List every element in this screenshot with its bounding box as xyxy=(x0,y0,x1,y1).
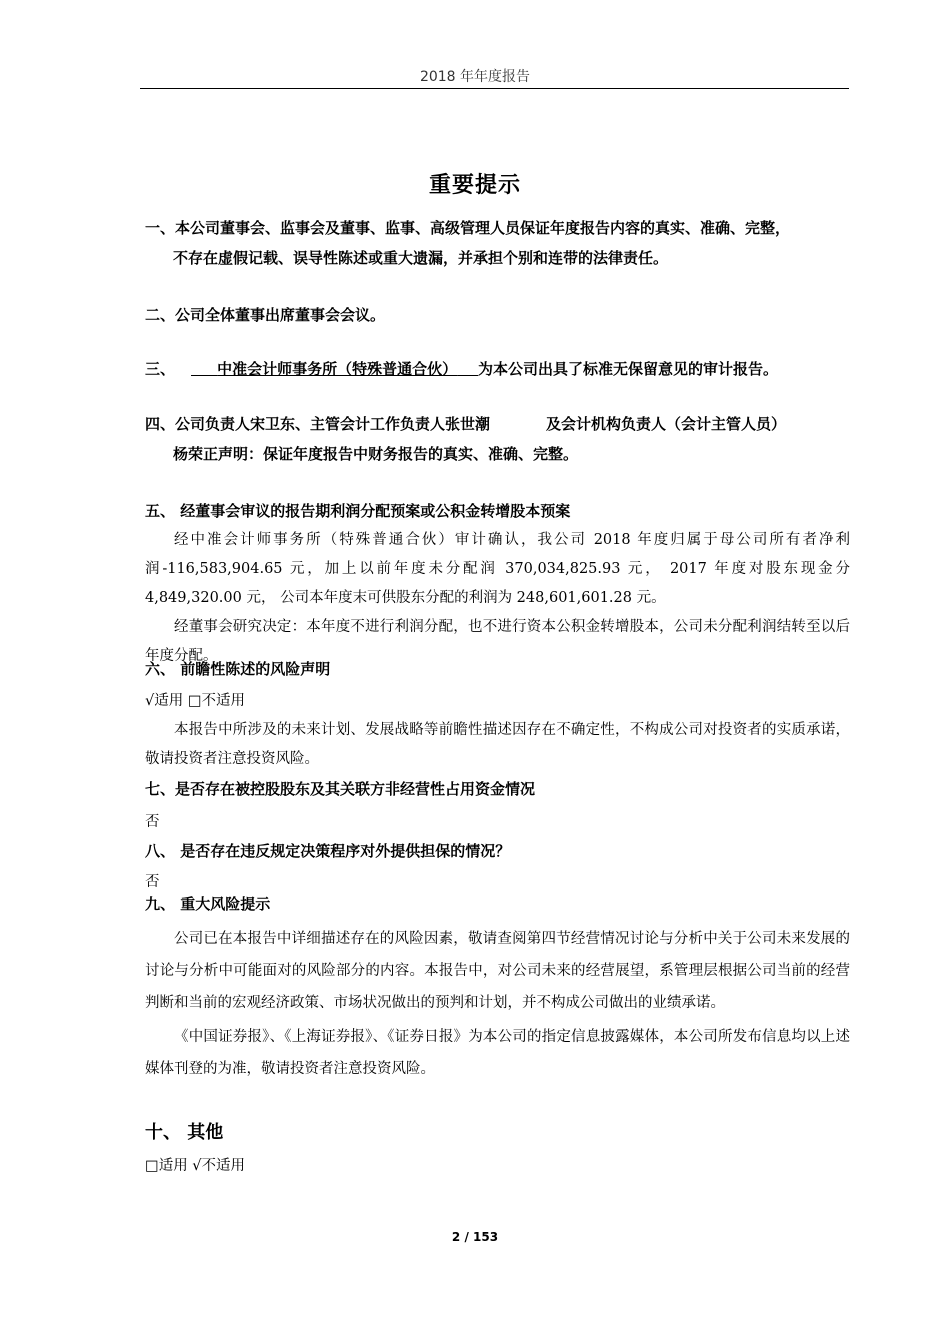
section-1-line2: 不存在虚假记载、误导性陈述或重大遗漏，并承担个别和连带的法律责任。 xyxy=(173,249,669,267)
page-title: 重要提示 xyxy=(428,173,521,198)
section-1 xyxy=(145,213,850,273)
section-4 xyxy=(145,409,850,469)
section-7-heading: 七、是否存在被控股股东及其关联方非经营性占用资金情况 xyxy=(145,780,536,798)
section-8-answer: 否 xyxy=(145,874,160,890)
section-2: 二、公司全体董事出席董事会会议。 xyxy=(145,306,386,324)
section-7-answer: 否 xyxy=(145,814,160,830)
auditor-name: 中准会计师事务所（特殊普通合伙） xyxy=(217,360,458,378)
section-3-text: 为本公司出具了标准无保留意见的审计报告。 xyxy=(478,360,779,378)
section-9 xyxy=(145,889,850,1085)
section-8-heading: 八、 是否存在违反规定决策程序对外提供担保的情况？ xyxy=(145,842,511,860)
section-6-para: 本报告中所涉及的未来计划、发展战略等前瞻性描述因存在不确定性，不构成公司对投资者的实质承诺，敬请投资者注意投资风险。 xyxy=(145,722,850,767)
section-10-heading: 十、 其他 xyxy=(145,1122,224,1143)
section-4-line2: 杨荣正声明：保证年度报告中财务报告的真实、准确、完整。 xyxy=(173,445,579,463)
section-9-para2: 《中国证券报》、《上海证券报》、《证券日报》为本公司的指定信息披露媒体，本公司所发布信息均以上述媒体刊登的为准，敬请投资者注意投资风险。 xyxy=(145,1029,850,1077)
section-4-part2: 及会计机构负责人（会计主管人员） xyxy=(546,415,787,433)
section-9-heading: 九、 重大风险提示 xyxy=(145,895,271,913)
section-10-options: □适用 √不适用 xyxy=(145,1158,246,1174)
page-number: 2 / 153 xyxy=(451,1230,499,1244)
header-rule xyxy=(140,88,849,89)
section-8 xyxy=(145,836,850,897)
section-3 xyxy=(145,354,850,384)
section-7 xyxy=(145,774,850,837)
section-5-para2: 经董事会研究决定：本年度不进行利润分配，也不进行资本公积金转增股本，公司未分配利润结转至以后年度分配。 xyxy=(145,619,850,664)
section-6-options: √适用 □不适用 xyxy=(145,693,246,709)
section-9-para1: 公司已在本报告中详细描述存在的风险因素，敬请查阅第四节经营情况讨论与分析中关于公司未来发展的讨论与分析中可能面对的风险部分的内容。本报告中，对公司未来的经营展望，系管理层根据公司当前的经营判断和当前的宏观经济政策、市场状况做出的预判和计划，并不构成公司做出的业绩承诺。 xyxy=(145,931,850,1011)
section-3-number: 三、 xyxy=(145,360,176,378)
section-1-line1: 一、本公司董事会、监事会及董事、监事、高级管理人员保证年度报告内容的真实、准确、完整， xyxy=(145,219,791,237)
section-10 xyxy=(145,1118,850,1181)
section-5 xyxy=(145,496,850,671)
section-6 xyxy=(145,654,850,774)
section-6-heading: 六、 前瞻性陈述的风险声明 xyxy=(145,660,331,678)
section-4-part1: 四、公司负责人宋卫东、主管会计工作负责人张世潮 xyxy=(145,415,491,433)
page-header: 2018 年年度报告 xyxy=(419,69,531,85)
section-5-para1: 经中准会计师事务所（特殊普通合伙）审计确认，我公司 2018 年度归属于母公司所有者净利润-116,583,904.65 元，加上以前年度未分配润 370,034,825.93 元， 2017 年度对股东现金分 4,849,320.00 元， 公司本年度末可供股东分配的利润为 248,601,601.28 元。 xyxy=(145,532,850,606)
section-5-heading: 五、 经董事会审议的报告期利润分配预案或公积金转增股本预案 xyxy=(145,502,571,520)
